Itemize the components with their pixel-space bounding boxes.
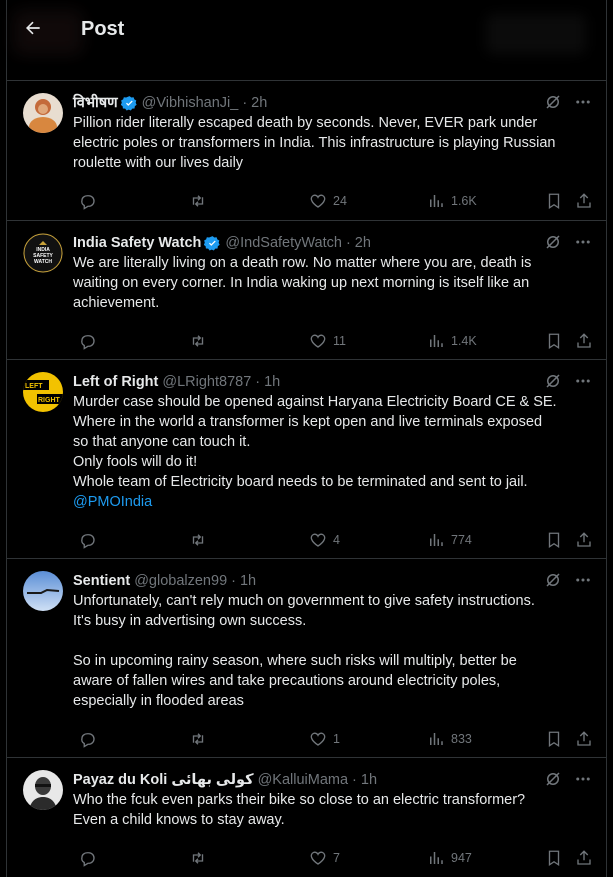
repost-button[interactable]: [189, 730, 207, 748]
heart-icon: [309, 730, 327, 748]
tweet-text: Murder case should be opened against Haryana Electricity Board CE & SE. Where in the world a transformer is kept open and live terminals exposed so that anyone can touch it. Only fools will do it! Whole team of Electricity board needs to be terminated and sent to jail.: [73, 394, 557, 490]
author-name[interactable]: Sentient: [73, 573, 131, 589]
share-icon: [575, 730, 593, 748]
grok-icon[interactable]: [544, 372, 562, 390]
author-name[interactable]: Payaz du Koli کولی بھائی: [73, 772, 254, 788]
avatar[interactable]: [23, 233, 63, 273]
repost-icon: [189, 192, 207, 210]
action-bar: [73, 520, 590, 562]
like-button[interactable]: [309, 192, 347, 210]
avatar-logo-text: RIGHT: [38, 397, 60, 404]
repost-button[interactable]: [189, 849, 207, 867]
timestamp[interactable]: 1h: [264, 374, 281, 390]
like-button[interactable]: [309, 531, 340, 549]
repost-icon: [189, 849, 207, 867]
bookmark-icon: [545, 192, 563, 210]
share-icon: [575, 849, 593, 867]
view-count: 833: [451, 732, 472, 746]
share-icon: [575, 531, 593, 549]
more-options-icon[interactable]: [572, 770, 594, 788]
share-button[interactable]: [575, 531, 593, 549]
reply-icon: [79, 730, 97, 748]
view-count: 947: [451, 851, 472, 865]
heart-icon: [309, 192, 327, 210]
bookmark-button[interactable]: [545, 531, 563, 549]
bookmark-button[interactable]: [545, 849, 563, 867]
reply-tweet[interactable]: [7, 559, 606, 758]
share-button[interactable]: [575, 849, 593, 867]
heart-icon: [309, 531, 327, 549]
views-icon: [427, 332, 445, 350]
avatar[interactable]: [23, 372, 63, 412]
like-count: 1: [333, 732, 340, 746]
share-button[interactable]: [575, 730, 593, 748]
repost-icon: [189, 531, 207, 549]
avatar[interactable]: [23, 93, 63, 133]
separator-dot: ·: [352, 772, 357, 788]
separator-dot: ·: [242, 95, 248, 111]
timestamp[interactable]: 1h: [239, 573, 257, 589]
bookmark-button[interactable]: [545, 332, 563, 350]
action-bar: [73, 838, 590, 877]
svg-text:WATCH: WATCH: [34, 259, 52, 265]
author-handle[interactable]: @VibhishanJi_: [141, 95, 239, 111]
view-count: 1.4K: [451, 334, 477, 348]
heart-icon: [309, 332, 327, 350]
views-icon: [427, 531, 445, 549]
avatar[interactable]: [23, 770, 63, 810]
reply-button[interactable]: [79, 730, 97, 748]
grok-icon[interactable]: [544, 571, 562, 589]
grok-icon[interactable]: [544, 233, 562, 251]
bookmark-button[interactable]: [545, 192, 563, 210]
like-count: 7: [333, 851, 340, 865]
separator-dot: ·: [345, 235, 351, 251]
reply-tweet[interactable]: [7, 360, 606, 559]
more-options-icon[interactable]: [572, 571, 594, 589]
tweet-text: We are literally living on a death row. No matter where you are, death is waiting on every corner. In India waking up next morning is itself like an achievement.: [73, 255, 532, 311]
views-button[interactable]: [427, 849, 472, 867]
action-bar: [73, 719, 590, 761]
views-icon: [427, 849, 445, 867]
like-count: 24: [333, 194, 347, 208]
grok-icon[interactable]: [544, 770, 562, 788]
view-count: 1.6K: [451, 194, 477, 208]
header: [7, 0, 606, 81]
views-button[interactable]: [427, 730, 472, 748]
reply-icon: [79, 531, 97, 549]
reply-button[interactable]: [79, 332, 97, 350]
grok-icon[interactable]: [544, 93, 562, 111]
reply-tweet[interactable]: [7, 81, 606, 221]
author-name[interactable]: विभीषण: [73, 95, 118, 111]
action-bar: [73, 181, 590, 223]
page-title: Post: [81, 18, 125, 40]
separator-dot: ·: [231, 573, 236, 589]
post-page: [6, 0, 607, 877]
like-button[interactable]: [309, 730, 340, 748]
author-handle[interactable]: @globalzen99: [134, 573, 228, 589]
reply-icon: [79, 332, 97, 350]
like-count: 4: [333, 533, 340, 547]
author-handle[interactable]: @IndSafetyWatch: [225, 235, 342, 251]
back-arrow-icon[interactable]: [23, 18, 47, 42]
tweet-text: Pillion rider literally escaped death by seconds. Never, EVER park under electric poles or transformers in India. This infrastructure is playing Russian roulette with our lives daily: [73, 115, 556, 171]
like-button[interactable]: [309, 849, 340, 867]
author-name[interactable]: Left of Right: [73, 374, 159, 390]
share-icon: [575, 192, 593, 210]
action-bar: [73, 321, 590, 363]
mention-link[interactable]: @PMOIndia: [73, 494, 153, 510]
views-button[interactable]: [427, 192, 477, 210]
reply-tweet[interactable]: [7, 221, 606, 360]
avatar-logo-text: INDIA: [36, 247, 50, 253]
reply-button[interactable]: [79, 531, 97, 549]
bookmark-icon: [545, 531, 563, 549]
avatar-logo-text: LEFT: [25, 383, 43, 390]
repost-icon: [189, 730, 207, 748]
views-icon: [427, 730, 445, 748]
like-count: 11: [333, 334, 346, 348]
author-handle[interactable]: @KalluiMama: [257, 772, 349, 788]
more-options-icon[interactable]: [572, 372, 594, 390]
heart-icon: [309, 849, 327, 867]
views-button[interactable]: [427, 332, 477, 350]
svg-text:SAFETY: SAFETY: [33, 253, 53, 259]
views-button[interactable]: [427, 531, 472, 549]
verified-badge-icon: [204, 235, 221, 252]
blurred-region: [486, 14, 586, 54]
avatar[interactable]: [23, 571, 63, 611]
verified-badge-icon: [121, 95, 138, 112]
repost-button[interactable]: [189, 192, 207, 210]
timestamp[interactable]: 2h: [251, 95, 268, 111]
view-count: 774: [451, 533, 472, 547]
repost-icon: [189, 332, 207, 350]
reply-icon: [79, 849, 97, 867]
views-icon: [427, 192, 445, 210]
share-button[interactable]: [575, 192, 593, 210]
separator-dot: ·: [255, 374, 261, 390]
timestamp[interactable]: 2h: [354, 235, 371, 251]
bookmark-icon: [545, 332, 563, 350]
repost-button[interactable]: [189, 332, 207, 350]
like-button[interactable]: [309, 332, 346, 350]
bookmark-icon: [545, 849, 563, 867]
tweet-text: Unfortunately, can't rely much on government to give safety instructions. It's busy in advertising own success. So in upcoming rainy season, where such risks will multiply, better be aware of fallen wires and take precautions around electricity poles, especially in flooded areas: [73, 593, 535, 709]
repost-button[interactable]: [189, 531, 207, 549]
bookmark-icon: [545, 730, 563, 748]
reply-icon: [79, 192, 97, 210]
reply-tweet[interactable]: [7, 758, 606, 877]
more-options-icon[interactable]: [572, 233, 594, 251]
reply-button[interactable]: [79, 849, 97, 867]
author-handle[interactable]: @LRight8787: [162, 374, 252, 390]
tweet-text: Who the fcuk even parks their bike so close to an electric transformer? Even a child knows to stay away.: [73, 792, 526, 828]
author-name[interactable]: India Safety Watch: [73, 235, 202, 251]
bookmark-button[interactable]: [545, 730, 563, 748]
more-options-icon[interactable]: [572, 93, 594, 111]
reply-button[interactable]: [79, 192, 97, 210]
share-icon: [575, 332, 593, 350]
timestamp[interactable]: 1h: [360, 772, 378, 788]
share-button[interactable]: [575, 332, 593, 350]
